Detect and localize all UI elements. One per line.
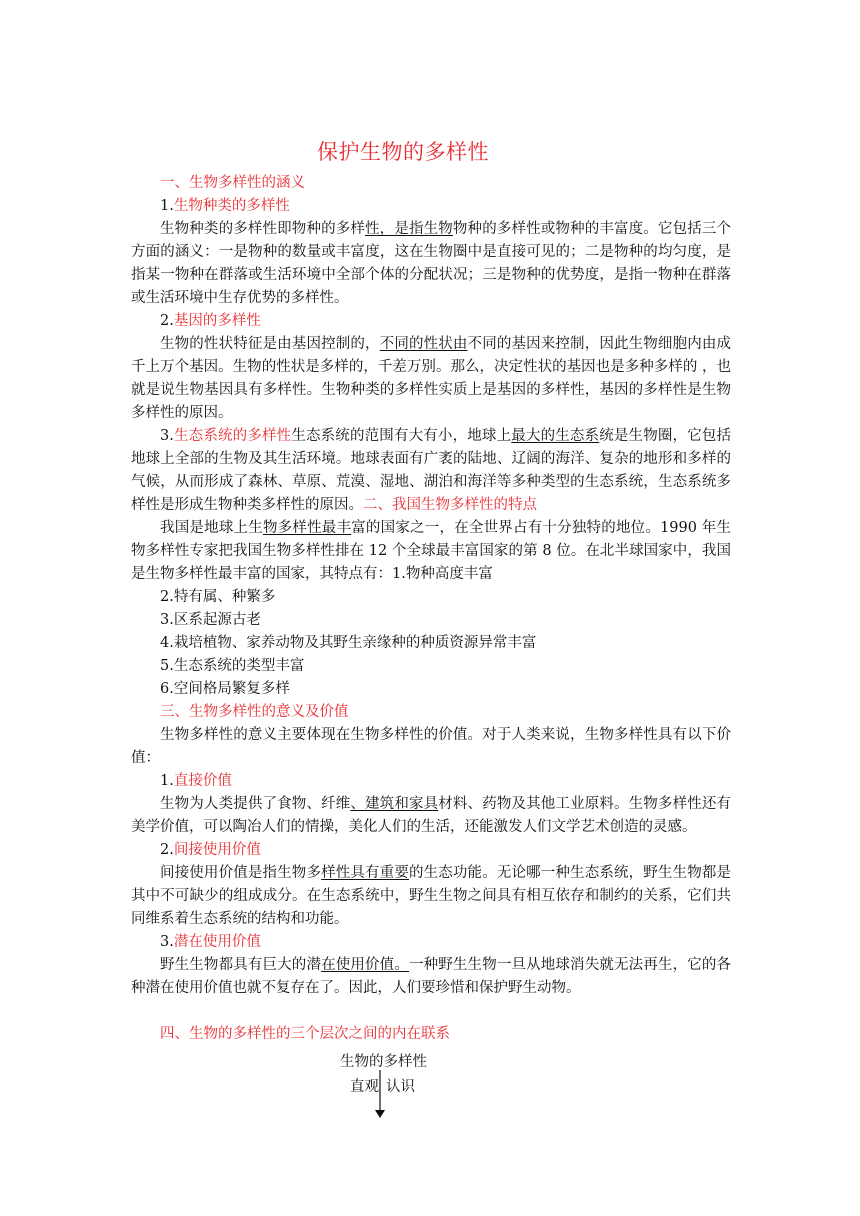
document-title: 保护生物的多样性: [317, 140, 489, 164]
subheading-number: 3.: [160, 428, 174, 444]
subheading-indirect-value: [131, 839, 731, 862]
subheading-number: 1.: [160, 198, 174, 214]
subheading-number: 1.: [160, 773, 174, 789]
subheading-number: 2.: [160, 842, 174, 858]
subheading-label: 直接价值: [173, 773, 232, 789]
down-arrow-icon: [373, 1070, 387, 1120]
text-run: 不同的基因来控制，因此生物细胞内由成千上万个基因。生物的性状是多样的，千差万别。那么，决定性状的基因也是多种多样的 ，也就是说生物基因具有多样性。生物种类的多样性实质上是基因的多样性，基因的多样性是生物多样性的原因。: [131, 336, 732, 421]
list-item: 6.空间格局繁复多样: [160, 681, 290, 697]
paragraph-direct-value: [131, 793, 731, 839]
text-run: 物种的多样性或物种的丰富度。它包括三个方面的涵义：一是物种的数量或丰富度，这在生物圈中是直接可见的；二是物种的均匀度，是指某一物种在群落或生活环境中全部个体的分配状况；三是物种的优势度，是指一物种在群落或生活环境中生存优势的多样性。: [131, 221, 732, 306]
section-1-heading: 一、生物多样性的涵义: [160, 175, 305, 191]
text-run: 我国是地球上生: [160, 520, 263, 536]
text-run: 统是生物圈，它包括地球上全部的生物及其生活环境。地球表面有广袤的陆地、辽阔的海洋、复杂的地形和多样的气候，从而形成了森林、草原、荒漠、湿地、湖泊和海洋等多种类型的生态系统，生态系统多样性是形成生物种类多样性的原因。: [131, 428, 732, 513]
subheading-number: 2.: [160, 313, 174, 329]
subheading-number: 3.: [160, 934, 174, 950]
paragraph-species: [131, 218, 731, 310]
text-run: 生物的性状特征是由基因控制的，: [160, 336, 380, 352]
underlined-text: 不同的性状由: [379, 336, 468, 352]
diagram-right-label: 认识: [386, 1079, 415, 1095]
list-item: 3.区系起源古老: [160, 612, 261, 628]
subheading-potential-value: [131, 931, 731, 954]
subheading-label: 潜在使用价值: [173, 934, 261, 950]
text-run: 生态系统的范围有大有小，地球上: [291, 428, 512, 444]
text-run: 的生态功能。无论哪一种生态系统，野生生物都是其中不可缺少的组成成分。在生态系统中，野生生物之间具有相互依存和制约的关系，它们共同维系着生态系统的结构和功能。: [131, 865, 732, 927]
paragraph-potential-value: [131, 954, 731, 1000]
underlined-text: 、建筑和家具: [350, 796, 439, 812]
text-run: 间接使用价值是指生物多: [160, 865, 322, 881]
subheading-label: 间接使用价值: [173, 842, 261, 858]
section-3-heading: 三、生物多样性的意义及价值: [160, 704, 349, 720]
underlined-text: 最大的生态系: [511, 428, 600, 444]
blank-line: [131, 1000, 731, 1023]
section-2-heading: 二、我国生物多样性的特点: [363, 497, 537, 513]
diagram-top-label: 生物的多样性: [340, 1054, 427, 1070]
paragraph-gene: [131, 333, 731, 425]
underlined-text: 物多样性最丰: [262, 520, 352, 536]
underlined-text: 在使用价值。: [321, 957, 409, 973]
list-item: 4.栽培植物、家养动物及其野生亲缘种的种质资源异常丰富: [160, 635, 537, 651]
paragraph-value-intro: 生物多样性的意义主要体现在生物多样性的价值。对于人类来说，生物多样性具有以下价值：: [131, 727, 731, 766]
text-run: 生物种类的多样性即物种的多样: [160, 221, 366, 237]
subheading-direct-value: [131, 770, 731, 793]
paragraph-indirect-value: [131, 862, 731, 931]
diagram-left-label: 直观: [350, 1079, 379, 1095]
subheading-label: 生态系统的多样性: [173, 428, 292, 444]
paragraph-china: [131, 517, 731, 586]
document-body: [131, 172, 731, 1046]
text-run: 野生生物都具有巨大的潜: [160, 957, 322, 973]
subheading-gene: [131, 310, 731, 333]
subheading-species: [131, 195, 731, 218]
underlined-text: 性，是指生物: [365, 221, 453, 237]
subheading-label: 基因的多样性: [173, 313, 261, 329]
text-run: 材料、药物及其他工业原料。生物多样性还有美学价值，可以陶冶人们的情操，美化人们的生活，还能激发人们文学艺术创造的灵感。: [131, 796, 732, 835]
section-4-heading: 四、生物的多样性的三个层次之间的内在联系: [160, 1026, 450, 1042]
underlined-text: 样性具有重要: [321, 865, 409, 881]
hierarchy-diagram: [320, 1050, 460, 1130]
list-item: 5.生态系统的类型丰富: [160, 658, 305, 674]
list-item: 2.特有属、种繁多: [160, 589, 276, 605]
text-run: 生物为人类提供了食物、纤维: [160, 796, 351, 812]
paragraph-ecosystem: [131, 425, 731, 517]
text-run: 一种野生生物一旦从地球消失就无法再生，它的各种潜在使用价值也就不复存在了。因此，人们要珍惜和保护野生动物。: [131, 957, 732, 996]
subheading-label: 生物种类的多样性: [173, 198, 290, 214]
text-run: 富的国家之一，在全世界占有十分独特的地位。1990 年生物多样性专家把我国生物多样性排在 12 个全球最丰富国家的第 8 位。在北半球国家中，我国是生物多样性最丰富的国家，其特点有：1.物种高度丰富: [131, 520, 732, 582]
